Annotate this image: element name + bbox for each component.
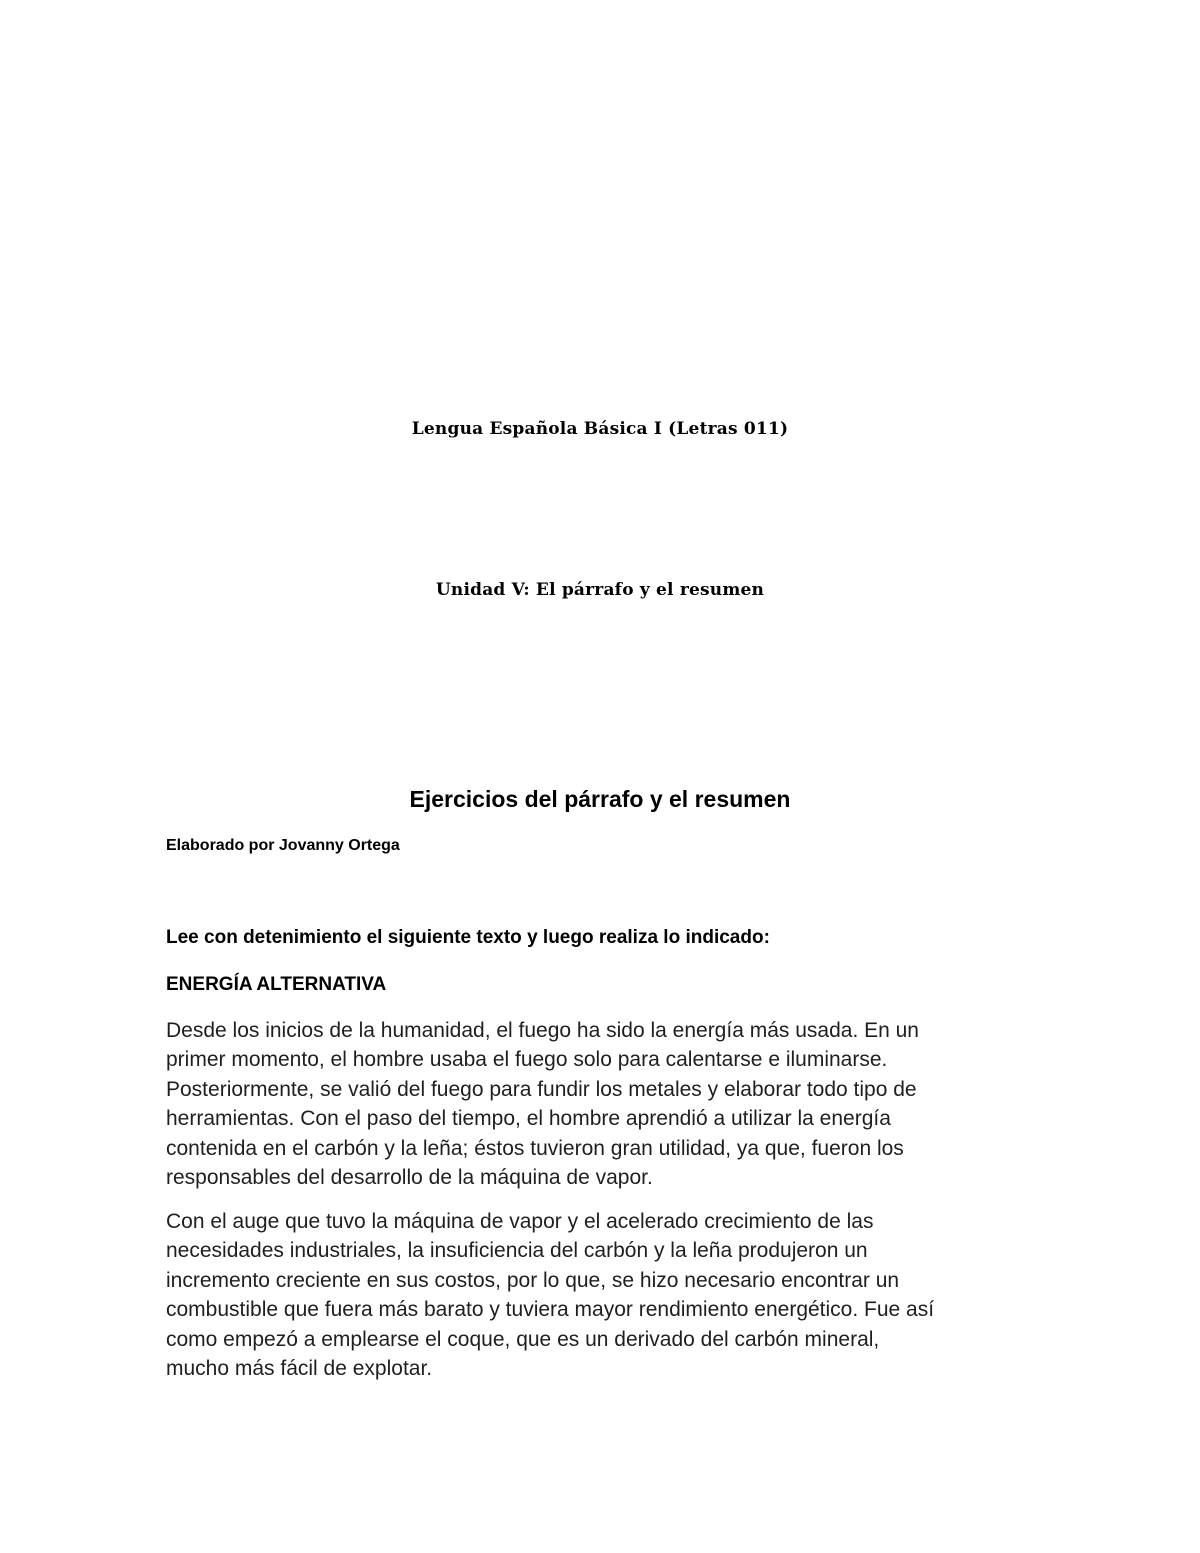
unit-title: Unidad V: El párrafo y el resumen: [435, 580, 765, 600]
paragraph-line: combustible que fuera más barato y tuviera mayor rendimiento energético. Fue así: [166, 1298, 935, 1322]
paragraph-line: Con el auge que tuvo la máquina de vapor y el acelerado crecimiento de las: [166, 1210, 874, 1233]
paragraph-line: necesidades industriales, la insuficiencia del carbón y la leña produjeron un: [166, 1239, 868, 1263]
paragraph-line: como empezó a emplearse el coque, que es un derivado del carbón mineral,: [166, 1327, 880, 1351]
course-title: Lengua Española Básica I (Letras 011): [411, 419, 789, 439]
paragraph-1: [166, 1016, 1046, 1192]
paragraph-2: [166, 1207, 1046, 1383]
paragraph-line: incremento creciente en sus costos, por lo que, se hizo necesario encontrar un: [166, 1268, 900, 1292]
author-line: Elaborado por Jovanny Ortega: [166, 837, 400, 854]
paragraph-line: herramientas. Con el paso del tiempo, el hombre aprendió a utilizar la energía: [166, 1107, 891, 1131]
paragraph-line: Posteriormente, se valió del fuego para fundir los metales y elaborar todo tipo de: [166, 1077, 917, 1101]
section-heading: ENERGÍA ALTERNATIVA: [166, 974, 387, 995]
instruction-text: Lee con detenimiento el siguiente texto y luego realiza lo indicado:: [166, 927, 770, 948]
paragraph-line: mucho más fácil de explotar.: [166, 1357, 433, 1381]
paragraph-line: responsables del desarrollo de la máquina de vapor.: [166, 1166, 653, 1190]
main-title: Ejercicios del párrafo y el resumen: [409, 786, 791, 812]
paragraph-line: contenida en el carbón y la leña; éstos tuvieron gran utilidad, ya que, fueron los: [166, 1136, 904, 1160]
paragraph-line: primer momento, el hombre usaba el fuego solo para calentarse e iluminarse.: [166, 1048, 888, 1072]
paragraph-line: Desde los inicios de la humanidad, el fuego ha sido la energía más usada. En un: [166, 1019, 919, 1042]
